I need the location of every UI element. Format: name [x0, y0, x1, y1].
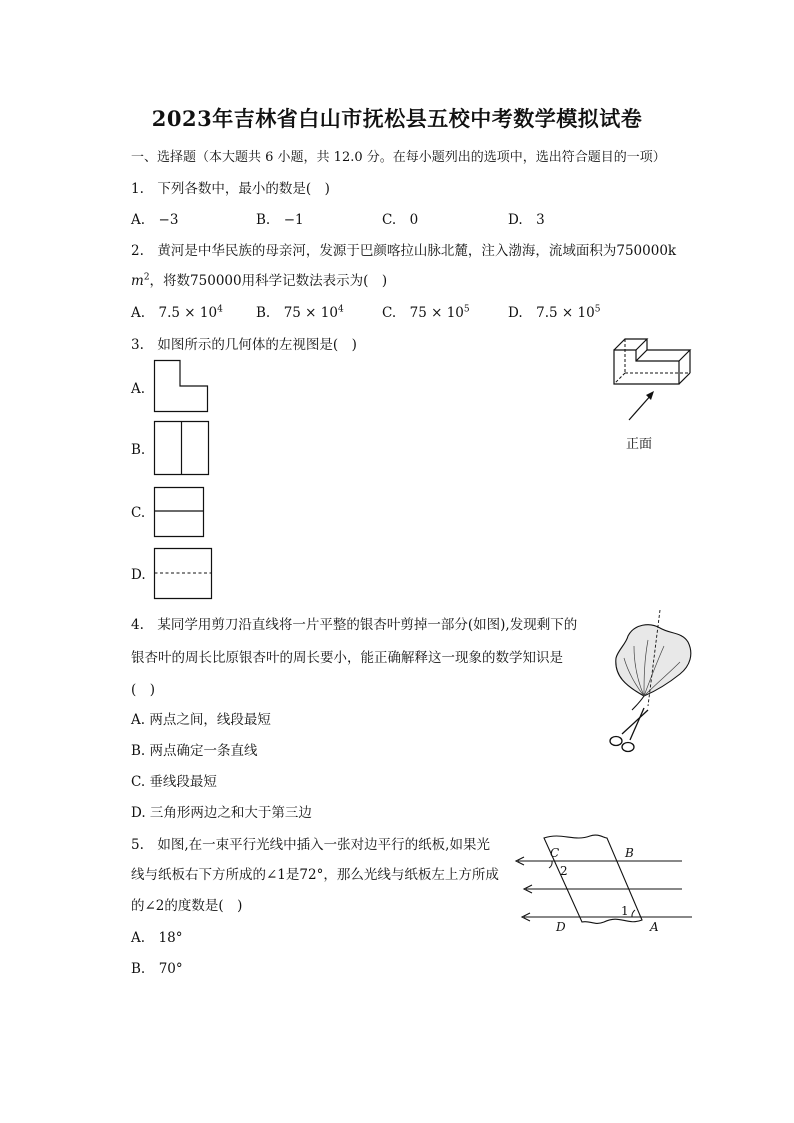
- q2-option-a: A. $7.5 \times 10^4$: [131, 304, 223, 321]
- q4-option-d: D. 三角形两边之和大于第三边: [131, 805, 312, 821]
- question-2-stem-line1: 2. 黄河是中华民族的母亲河，发源于巴颜喀拉山脉北麓，注入渤海，流域面积为750000k: [131, 243, 677, 259]
- q5-option-a: A. 18°: [131, 930, 183, 946]
- front-view-label: 正面: [626, 437, 653, 452]
- unit-m: m: [131, 273, 144, 289]
- question-3-stem: 3. 如图所示的几何体的左视图是( ): [131, 337, 357, 353]
- section-header: 一、选择题（本大题共 6 小题，共 12.0 分。在每小题列出的选项中，选出符合题目的一项）: [131, 150, 666, 165]
- q3-option-d-label: D.: [131, 567, 146, 583]
- q3-option-c-label: C.: [131, 505, 146, 521]
- question-4-line3: ( ): [131, 682, 156, 698]
- q3-option-a-figure: [154, 360, 210, 412]
- q2-option-c: C. $75 \times 10^5$: [382, 304, 470, 321]
- question-5-line1: 5. 如图,在一束平行光线中插入一张对边平行的纸板,如果光: [131, 837, 490, 853]
- question-5-line2: 线与纸板右下方所成的∠1是72°，那么光线与纸板左上方所成: [131, 867, 499, 883]
- question-2-stem-rest: ，将数750000用科学记数法表示为( ): [149, 273, 388, 289]
- view-arrow: [629, 394, 652, 420]
- unit-exponent: 2: [143, 272, 150, 283]
- question-5-line3: 的∠2的度数是( ): [131, 898, 243, 914]
- q1-option-c: C. 0: [382, 212, 419, 228]
- question-4-line1: 4. 某同学用剪刀沿直线将一片平整的银杏叶剪掉一部分(如图),发现剩下的: [131, 617, 578, 633]
- label-d: D: [556, 920, 566, 934]
- page-title: 2023年吉林省白山市抚松县五校中考数学模拟试卷: [151, 106, 643, 131]
- q5-option-b: B. 70°: [131, 961, 183, 977]
- q2-option-d: D. $7.5 \times 10^5$: [508, 304, 601, 321]
- question-1-stem: 1. 下列各数中，最小的数是( ): [131, 181, 330, 197]
- q3-option-b-figure: [154, 421, 210, 476]
- scissors-icon: [610, 708, 648, 752]
- label-b: B: [625, 846, 634, 860]
- angle-1-label: 1: [621, 904, 629, 918]
- q1-option-d: D. 3: [508, 212, 545, 228]
- q4-option-c: C. 垂线段最短: [131, 774, 217, 790]
- question-2-stem-line2: [131, 269, 387, 289]
- q2-option-b: B. $75 \times 10^4$: [256, 304, 344, 321]
- question-4-line2: 银杏叶的周长比原银杏叶的周长要小，能正确解释这一现象的数学知识是: [131, 650, 563, 666]
- q4-option-a: A. 两点之间，线段最短: [131, 712, 271, 728]
- q1-option-a: A. −3: [131, 212, 179, 228]
- label-a: A: [650, 920, 659, 934]
- angle-2-label: 2: [560, 864, 568, 878]
- ginkgo-leaf-figure: [604, 606, 696, 756]
- q4-option-b: B. 两点确定一条直线: [131, 743, 258, 759]
- q1-option-b: B. −1: [256, 212, 304, 228]
- q3-option-d-figure: [154, 548, 214, 600]
- q3-option-c-figure: [154, 487, 206, 538]
- q3-option-a-label: A.: [131, 381, 146, 397]
- q5-parallel-figure: [512, 830, 696, 954]
- label-c: C: [550, 846, 560, 860]
- q3-option-b-label: B.: [131, 442, 146, 458]
- q3-solid-figure: [612, 334, 692, 426]
